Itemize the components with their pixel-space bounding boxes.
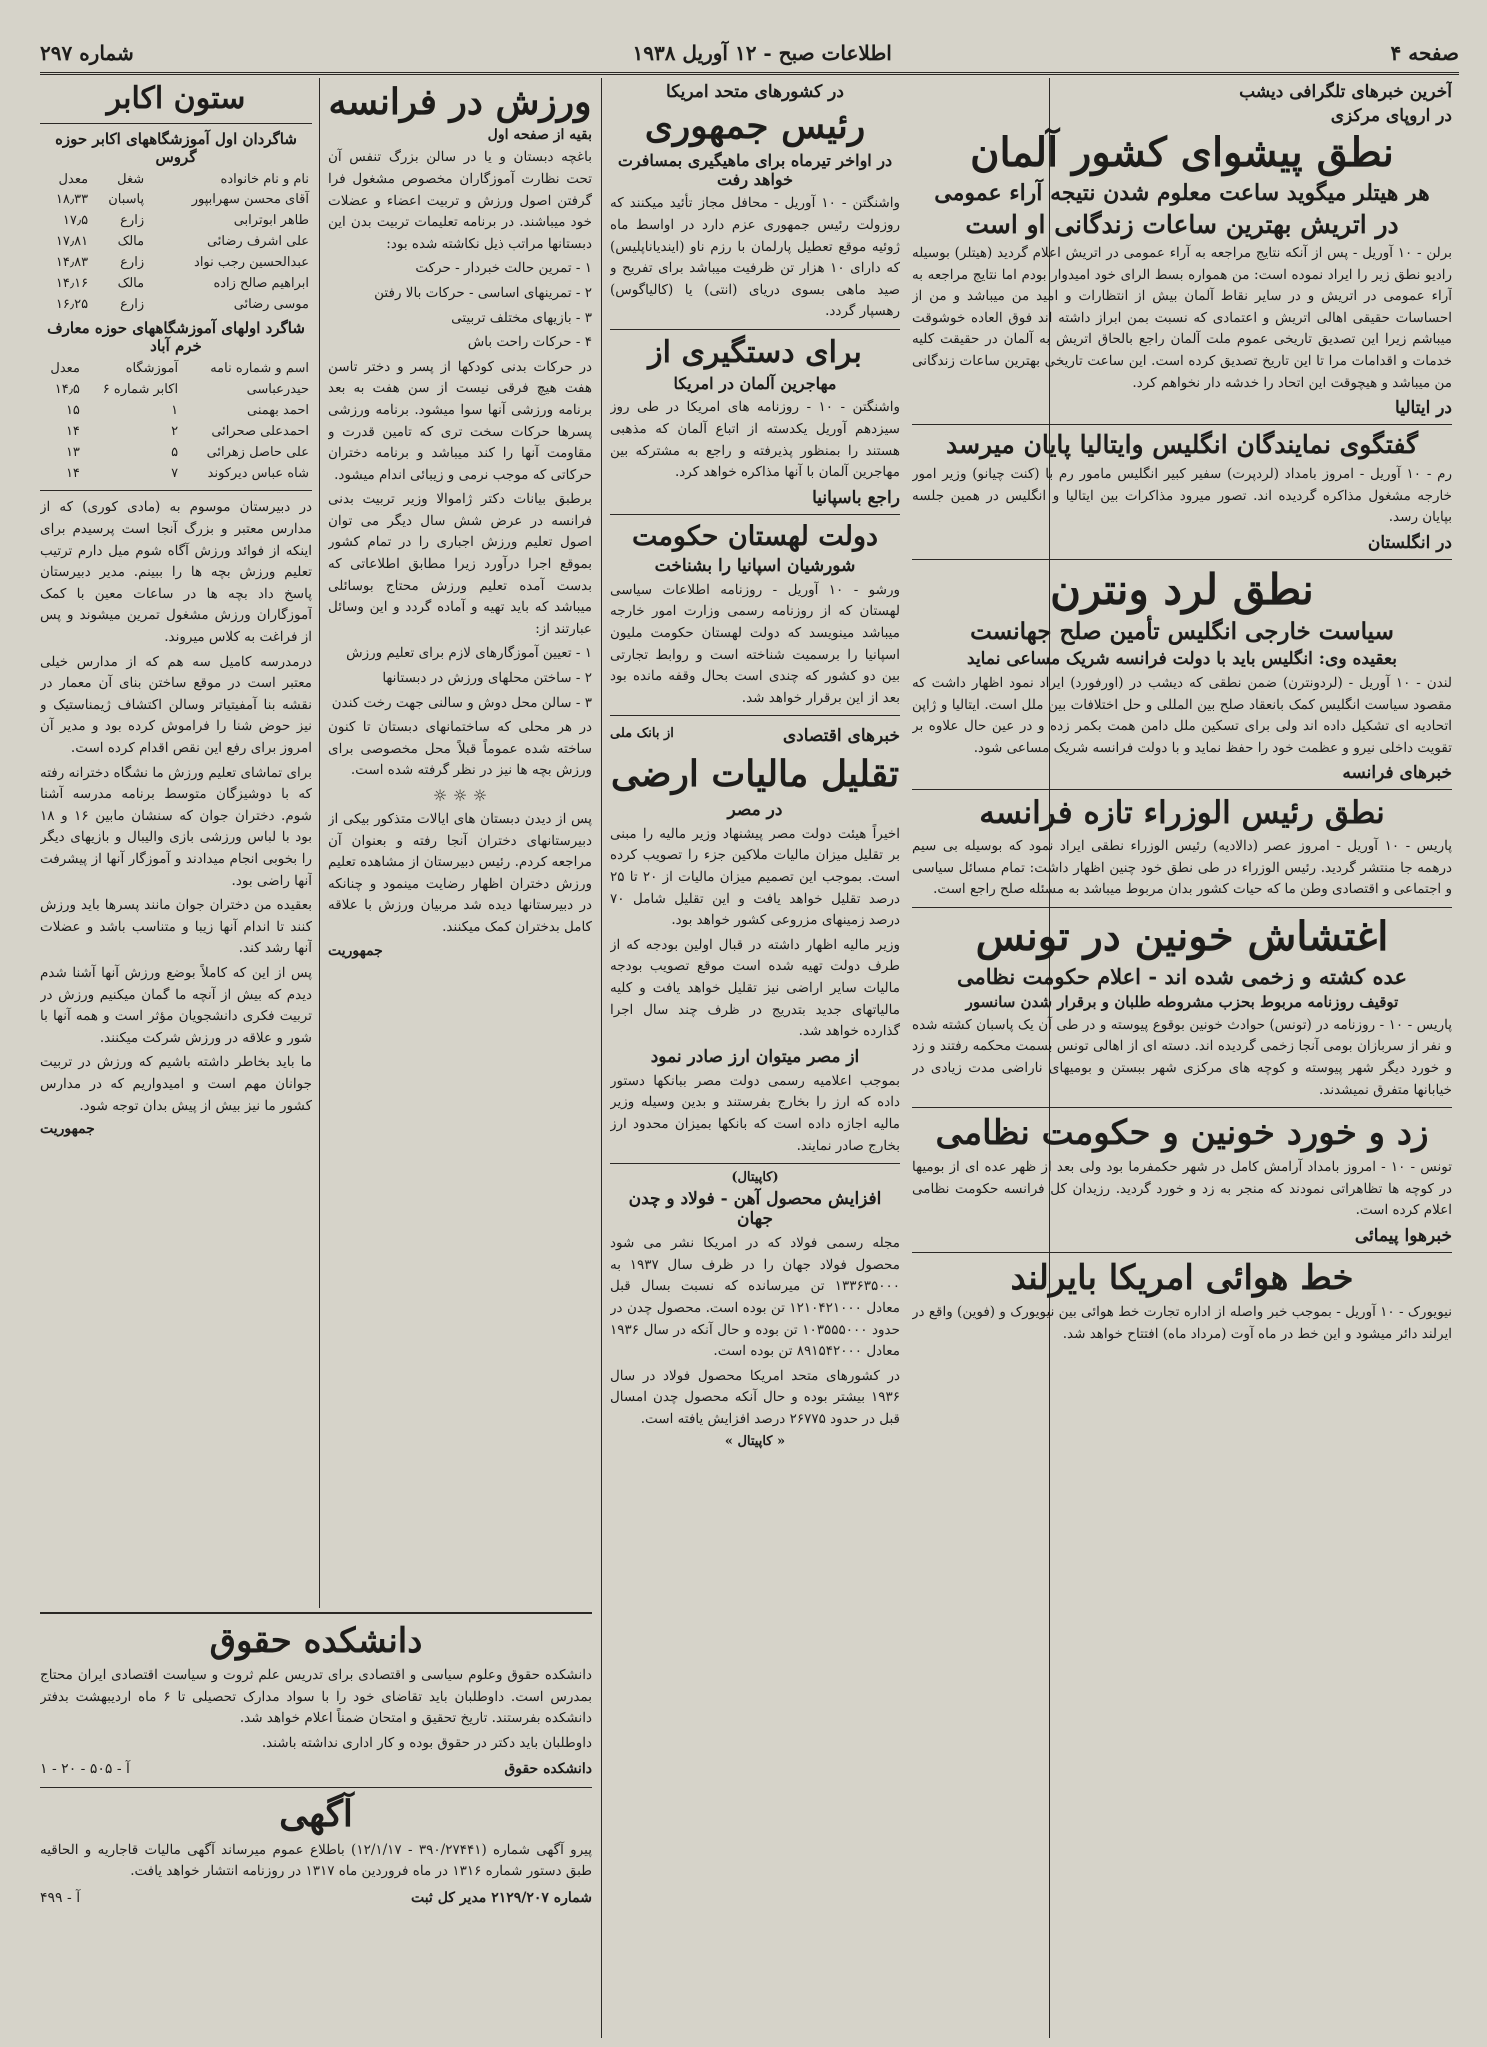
divider	[40, 1787, 592, 1788]
economic-kicker	[610, 722, 900, 750]
subheadline: در اتریش بهترین ساعات زندگانی او است	[965, 210, 1399, 239]
ad-law-footer	[40, 1757, 592, 1781]
column-adult-education	[40, 78, 312, 1608]
article-body: نیویورک - ۱۰ آوریل - بموجب خبر واصله از اداره تجارت خط هوائی بین نیویورک و (فوین) واقع در ایرلند دائر میشود و این خط در ماه آوت (مرداد ماه) افتتاح خواهد شد.	[912, 1304, 1452, 1342]
list-item: ۳ - سالن محل دوش و سالنی جهت رخت کندن	[331, 694, 592, 711]
ad-law-signature: دانشکده حقوق	[504, 1761, 592, 1778]
subheadline: بعقیده وی: انگلیس باید با دولت فرانسه شریک مساعی نماید	[967, 648, 1397, 669]
divider	[912, 907, 1452, 908]
ad-law-ref: آ - ۵۰۵ - ۲۰ - ۱	[40, 1761, 130, 1778]
article-body: در دبیرستان موسوم به (مادی کوری) که از مدارس معتبر و بزرگ آنجا است پرسیدم برای اینکه از فوائد ورزش آگاه شوم میل دارم ترتیب تعلیم ورزش بچه ها را ببینم. مدیر دبیرستان پاسخ داد بچه ها در ساعات معین با کمک آموزگاران ورزش مشغول تمرین میشوند و پس از فراغت به کلاس میروند.	[40, 499, 312, 646]
table-row: علی حاصل زهرائی ۵ ۱۳	[65, 444, 309, 460]
table-row: طاهر ابوترابی زارع ۱۷٫۵	[62, 213, 309, 229]
source-signature: جمهوریت	[328, 942, 383, 959]
headline-french-pm: نطق رئیس الوزراء تازه فرانسه	[979, 795, 1385, 832]
ad-notice-body: پیرو آگهی شماره (۳۹۰/۲۷۴۴۱ - ۱۲/۱/۱۷) باطلاع عموم میرساند آگهی مالیات قاجاریه و الحاقیه طبق دستور شماره ۱۳۱۶ در ماه فروردین ماه ۱۳۱۷ در روزنامه انتشار خواهد یافت.	[40, 1841, 592, 1880]
article-body: لندن - ۱۰ آوریل - (لردونترن) ضمن نطقی که دیشب در (اورفورد) ایراد نمود اظهار داشت که مقصود سیاست انگلیس کمک بانعقاد صلح بین المللی و حل اختلافات بین ملل است. ایتالیا و ژاپن اتحادیه ای تشکیل داده اند ولی برای تسکین ملل دامن همت بکمر زده و در عین حال علاوه بر تقویت داخلی نیرو و عظمت خود را حفظ نماید و با دولت فرانسه شریک مساعی شود.	[912, 674, 1452, 756]
ad-notice-ref: شماره ۲۱۲۹/۲۰۷ مدیر کل ثبت	[410, 1890, 592, 1907]
article-body: مجله رسمی فولاد که در امریکا نشر می شود محصول فولاد جهان را در ظرف سال ۱۹۳۷ به ۱۳۳۶۳۵۰۰۰ تن میرسانده که نسبت بسال قبل معادل ۱۲۱۰۴۲۱۰۰۰ تن بوده است. محصول چدن در حدود ۱۰۳۵۵۵۰۰۰ تن بوده و حال آنکه در سال ۱۹۳۶ معادل ۸۹۱۵۴۲۰۰۰ تن بوده است.	[610, 1235, 900, 1360]
article-body: پاریس - ۱۰ آوریل - امروز عصر (دالادیه) رئیس الوزراء نطقی ایراد نمود که بوسیله بی سیم درهمه جا منتشر گردید. رئیس الوزراء در طی نطق خود چنین اظهار داشت: تمام مسائل سیاسی و اجتماعی و اقتصادی وطن ما که حیات کشور بدان مربوط میباشد به مسئله صلح راجع است.	[912, 838, 1452, 898]
headline-poland: دولت لهستان حکومت	[631, 520, 879, 552]
ad-notice-footer	[40, 1886, 592, 1910]
article-body: تونس - ۱۰ - امروز بامداد آرامش کامل در شهر حکمفرما بود ولی بعد از ظهر عده ای از بومیها در کوچه ها تظاهراتی نمودند که منجر به زد و خورد گردید. رزیدان کل فرانسه حکومت نظامی اعلام کرده است.	[912, 1159, 1452, 1219]
table-title: شاگردان اول آموزشگاههای اکابر حوزه گروس	[55, 129, 297, 166]
subheadline: در اواخر تیرماه برای ماهیگیری بمسافرت خواهد رفت	[617, 151, 893, 190]
table-row: احمد بهمنی ۱ ۱۵	[65, 403, 309, 419]
subheadline: در مصر	[727, 799, 783, 820]
divider	[912, 789, 1452, 790]
table-row: ابراهیم صالح زاده مالک ۱۴٫۱۶	[55, 275, 309, 291]
article-body: وزیر مالیه اظهار داشته در قبال اولین بودجه که از طرف دولت تهیه شده است موقع تصویب بودجه مالیات سایر اراضی نیز تقلیل خواهد یافت و کلیه مالیاتهای جدید بتدریج در ظرف چند سال اجرا گذارده خواهد شد.	[610, 936, 900, 1040]
article-body: ما باید بخاطر داشته باشیم که ورزش در تربیت جوانان مهم است و امیدواریم که در مدارس کشور ما نیز بیش از پیش بدان توجه شود.	[40, 1054, 312, 1114]
article-body: واشنگتن - ۱۰ - روزنامه های امریکا در طی روز سیزدهم آوریل یکدسته از اتباع آلمان که مذهبی هستند را بمنظور پذیرفته و راجع به مشترکه بین مهاجرین آلمان با آنها مذاکره خواهد کرد.	[610, 399, 900, 481]
article-body: برای تماشای تعلیم ورزش ما نشگاه دخترانه رفته که با دوشیزگان متوسط برنامه مدرسه آشنا شوم. دختران جوان که سنشان مابین ۱۶ و ۱۸ بود با لباس ورزشی بازی والیبال و بازیهای دیگر را بخوبی انجام میدادند و آموزگار آنها از پیشرفت آنها راضی بود.	[40, 764, 312, 889]
headline-tunis-riot: اغتشاش خونین در تونس	[975, 912, 1389, 960]
headline-president: رئیس جمهوری	[644, 105, 866, 147]
article-body: بموجب اعلامیه رسمی دولت مصر ببانکها دستور داده که ارز را بخارج بفرستند و بدین وسیله وزیر مالیه اجازه داده است که بانکها بمیزان محدود ارز بخارج صادر نمایند.	[610, 1072, 900, 1154]
headline-adult-column: ستون اکابر	[106, 81, 246, 116]
subheadline: سیاست خارجی انگلیس تأمین صلح جهانست	[970, 617, 1394, 645]
page-number: صفحه ۴	[1390, 41, 1459, 65]
source-note: « کاپیتال »	[724, 1434, 786, 1450]
headline-martial-law: زد و خورد خونین و حکومت نظامی	[935, 1113, 1429, 1154]
article-body: واشنگتن - ۱۰ آوریل - محافل مجاز تأئید میکنند که روزولت رئیس جمهوری عزم دارد در اواسط ماه ژوئیه موقع تعطیل پارلمان با رزم ناو (ایندیاناپلیس) که دارای ۱۰ هزار تن ظرفیت میباشد برای تفریح و صید ماهی بسوی دریای (انتی) یا (کالیاگوس) رهسپار گردد.	[610, 195, 900, 320]
headline-hitler-speech: نطق پیشوای کشور آلمان	[970, 129, 1394, 176]
kicker: در اروپای مرکزی	[1330, 106, 1452, 126]
article-body: پاریس - ۱۰ - روزنامه در (تونس) حوادث خونین بوقوع پیوسته و در طی آن یک پاسبان کشته شده و نفر از سربازان بومی آنجا زخمی گردیده اند. دسته ای از اهالی تونس بسمت محکمه رفتند و زد و خورد دیگر شهر پیوسته و کوچه های مرکزی شهر ببستن و بومیهای ناراضی مدت زیادی در خیابانها متفرق نمیشدند.	[912, 1016, 1452, 1098]
headline-italy-talks: گفتگوی نمایندگان انگلیس وایتالیا پایان میرسد	[945, 430, 1419, 460]
list-item: ۲ - تمرینهای اساسی - حرکات بالا رفتن	[374, 284, 592, 301]
table-row: عبدالحسین رجب نواد زارع ۱۴٫۸۳	[55, 254, 309, 270]
column-rule	[601, 78, 602, 2038]
table-row: احمدعلی صحرائی ۲ ۱۴	[65, 423, 309, 439]
divider	[912, 1252, 1452, 1253]
column-us-news	[610, 78, 900, 2038]
section-label: خبرهای فرانسه	[1342, 763, 1452, 784]
table-row: شاه عباس دیرکوند ۷ ۱۴	[65, 465, 309, 481]
continued-label: بقیه از صفحه اول	[487, 127, 592, 144]
subheadline: عده کشته و زخمی شده اند - اعلام حکومت نظامی	[956, 963, 1408, 989]
column-telegraph-news	[912, 78, 1452, 2038]
subheadline: از مصر میتوان ارز صادر نمود	[650, 1046, 860, 1067]
table-header: نام و نام خانواده شغل معدل	[58, 171, 309, 187]
ad-law-school-title: دانشکده حقوق	[209, 1621, 423, 1661]
masthead: اطلاعات صبح - ۱۲ آوریل ۱۹۳۸	[632, 41, 892, 65]
ad-law-school-body: دانشکده حقوق وعلوم سیاسی و اقتصادی برای تدریس علم ثروت و سیاست اقتصادی ایران محتاج بمدرس است. داوطلبان باید تقاضای خود را با سواد مدارک تحصیلی تا ۶ ماه اردیبهشت بدفتر دانشکده بفرستند. تاریخ تحقیق و امتحان ضمناً اعلام خواهد شد.	[40, 1667, 592, 1727]
divider	[912, 424, 1452, 425]
headline-tax: تقلیل مالیات ارضی	[610, 753, 900, 796]
article-body: برطبق بیانات دکتر ژاموالا وزیر تربیت بدنی فرانسه در عرض شش سال دیگر می توان اصول تعلیم ورزش اجباری را در تمام کشور بموقع اجرا درآورد زیرا مطابق اطلاعاتی که بدست آمده تعلیم ورزش محتاج بوسائلی میباشد که باید تهیه و آماده گردد و این وسائل عبارتند از:	[328, 491, 592, 637]
divider	[912, 559, 1452, 560]
separator-stars: ☼ ☼ ☼	[432, 786, 488, 806]
list-item: ۱ - تمرین حالت خبردار - حرکت	[415, 260, 592, 277]
subheadline: شورشیان اسپانیا را بشناخت	[654, 555, 856, 576]
article-body: در هر محلی که ساختمانهای دبستان تا کنون ساخته شده عموماً قبلاً محل مخصوصی برای ورزش بچه ها نیز در نظر گرفته شده است.	[328, 719, 592, 779]
source-signature: جمهوریت	[40, 1121, 95, 1138]
section-label: در ایتالیا	[1395, 398, 1452, 419]
column-sport-france	[328, 78, 592, 1608]
article-body: پس از دیدن دبستان های ایالات متذکور بیکی از دبیرستانهای دختران آنجا رفته و بعنوان آن مراجعه کردم. رئیس دبیرستان از مشاهده تعلیم ورزش دختران اظهار رضایت مینمود و چنانکه در دبیرستانها دیده شد مربیان ورزش با علاقه کامل بدختران کمک میکنند.	[328, 811, 592, 935]
column-rule	[319, 78, 320, 1608]
ad-law-school-body: داوطلبان باید دکتر در حقوق بوده و کار اداری نداشته باشند.	[261, 1734, 592, 1751]
divider	[610, 329, 900, 330]
article-body: باغچه دبستان و یا در سالن بزرگ تنفس آن تحت نظارت آموزگاران مخصوص مشغول فرا گرفتن اصول ورزش و تربیت اعضاء و عضلات خود میباشند. در برنامه تعلیمات تربیت بدن این دبستانها مراتب ذیل نکاشته شده بود:	[328, 149, 592, 252]
kicker: (کاپیتال)	[731, 1170, 779, 1186]
issue-number: شماره ۲۹۷	[40, 41, 134, 65]
section-label: خبرهوا پیمائی	[1354, 1226, 1452, 1247]
table-row: حیدرعباسی اکابر شماره ۶ ۱۴٫۵	[54, 382, 309, 398]
divider	[912, 1107, 1452, 1108]
article-body: در حرکات بدنی کودکها از پسر و دختر تاسن هفت هیچ فرقی نیست از سن هفت به بعد برنامه ورزشی آنها سوا میشود. برنامه ورزشی پسرها حرکات سخت تری که تامین قدرت و مقاومت آنها را کند میباشد و برنامه دختران حرکاتی که موجب نرمی و زیبائی اندام میشود.	[328, 358, 592, 483]
subheadline: افزایش محصول آهن - فولاد و چدن جهان	[628, 1189, 882, 1230]
ad-notice-title: آگهی	[279, 1793, 353, 1836]
table-title: شاگرد اولهای آموزشگاههای حوزه معارف خرم آباد	[47, 319, 305, 356]
list-item: ۳ - بازیهای مختلف تربیتی	[451, 309, 592, 326]
divider	[40, 490, 312, 491]
kicker: خبرهای اقتصادی	[782, 726, 900, 747]
article-body: پس از این که کاملاً بوضع ورزش آنها آشنا شدم دیدم که بیش از آنچه ما گمان میکنیم ورزش در تربیت فکری دانشجویان مؤثر است و همه آنها با شور و علاقه در ورزش شرکت میکنند.	[40, 964, 312, 1046]
article-body: برلن - ۱۰ آوریل - پس از آنکه نتایج مراجعه به آراء عمومی در اتریش اعلام گردید (هیتلر) بوسیله رادیو نطق زیر را ایراد نموده است: من همواره بسط الرای خود امیدوار بودم اما نتایج مراجعه به آراء عمومی در اتریش و در سایر نقاط آلمان بیش از انتظارات و امید من میباشد و من از احساسات حقیقی اهالی اتریش و اعتمادی که نسبت بمن ابراز داشته اند فوق العاده خوشوقت میباشم زیرا این تصدیق تاریخی عموم ملت آلمان راجع بالحاق اتریش به آلمان در حقیقت کلیه خدمات و اقدامات مرا تا این تاریخ تصدیق کرده است. این ساعت تاریخی بهترین ساعات زندگانی من میباشد و هیچوقت این اتحاد را خدشه دار نخواهم کرد.	[912, 245, 1452, 391]
ad-notice-code: آ - ۴۹۹	[40, 1890, 81, 1907]
results-table-groos	[40, 170, 312, 316]
article-body: ورشو - ۱۰ آوریل - روزنامه اطلاعات سیاسی لهستان که از روزنامه رسمی وزارت امور خارجه میباشد مینویسد که دولت لهستان حکومت ملیون اسپانیا را برسمیت شناخته است و روابط تجارتی بین دو کشور که چندی است بحال وقفه مانده بود بعد از این برقرار خواهد شد.	[610, 581, 900, 706]
headline-sport: ورزش در فرانسه	[328, 81, 592, 123]
kicker: در کشورهای متحد امریکا	[666, 82, 844, 102]
divider	[610, 514, 900, 515]
article-body: درمدرسه کامیل سه هم که از مدارس خیلی معتبر است در موقع ساختن بنای آن معمار در نقشه بنا آمفیتیاتر وسالن اکتشاف ژیمناستیک و نیز حوض شنا را فراموش کرده بود و مدیر آن امروز برای رفع این نقص اقدام کرده است.	[40, 653, 312, 756]
article-body: اخیراً هیئت دولت مصر پیشنهاد وزیر مالیه را مبنی بر تقلیل میزان مالیات ملاکین جزء را تصویب کرده است. بموجب این تصمیم میزان مالیات از ۲۰ تا ۲۵ درصد تقلیل خواهد یافت و این تقلیل شامل ۷۰ درصد زمینهای مزروعی کشور خواهد بود.	[610, 825, 900, 929]
divider	[40, 123, 312, 124]
page-header	[40, 34, 1459, 75]
list-item: ۴ - حرکات راحت باش	[467, 334, 592, 351]
kicker: آخرین خبرهای تلگرافی دیشب	[1239, 82, 1452, 102]
kicker: از بانک ملی	[610, 726, 674, 742]
ads-area	[40, 1612, 592, 2034]
divider	[610, 1163, 900, 1164]
list-item: ۱ - تعیین آموزگارهای لازم برای تعلیم ورزش	[346, 645, 592, 662]
subheadline: توقیف روزنامه مربوط بحزب مشروطه طلبان و برقرار شدن سانسور	[965, 992, 1399, 1011]
section-label: در انگلستان	[1367, 532, 1452, 553]
article-body: رم - ۱۰ آوریل - امروز بامداد (لردپرت) سفیر کبیر انگلیس مامور رم با (کنت چیانو) وزیر امور خارجه مشغول مذاکره گردیده اند. تصور میرود مذاکرات بین ایتالیا و انگلیس در همین جلسه بپایان رسد.	[912, 465, 1452, 526]
headline-air-route: خط هوائی امریکا بایرلند	[1010, 1258, 1354, 1299]
section-label: راجع باسپانیا	[812, 487, 900, 508]
list-item: ۲ - ساختن محلهای ورزش در دبستانها	[382, 670, 592, 687]
table-row: آقای محسن سهرابپور پاسبان ۱۸٫۳۳	[55, 192, 309, 208]
divider	[610, 715, 900, 716]
results-table-khorramabad	[40, 359, 312, 484]
article-body: بعقیده من دختران جوان مانند پسرها باید ورزش کنند تا اندام آنها زیبا و متناسب باشد و عضلات آنها رشد کند.	[40, 897, 312, 957]
headline-arrest: برای دستگیری از	[648, 334, 862, 370]
subheadline: هر هیتلر میگوید ساعت معلوم شدن نتیجه آراء عمومی	[934, 180, 1430, 206]
table-row: موسی رضائی زارع ۱۶٫۲۵	[55, 296, 309, 312]
headline-lord-speech: نطق لرد ونترن	[1050, 564, 1314, 614]
table-header: اسم و شماره نامه آموزشگاه معدل	[50, 361, 309, 377]
article-body: در کشورهای متحد امریکا محصول فولاد در سال ۱۹۳۶ بیشتر بوده و حال آنکه محصول چدن امسال قبل در حدود ۲۶۷۷۵ درصد افزایش یافته است.	[610, 1367, 900, 1427]
table-row: علی اشرف رضائی مالک ۱۷٫۸۱	[55, 234, 309, 250]
subheadline: مهاجرین آلمان در امریکا	[673, 374, 837, 394]
